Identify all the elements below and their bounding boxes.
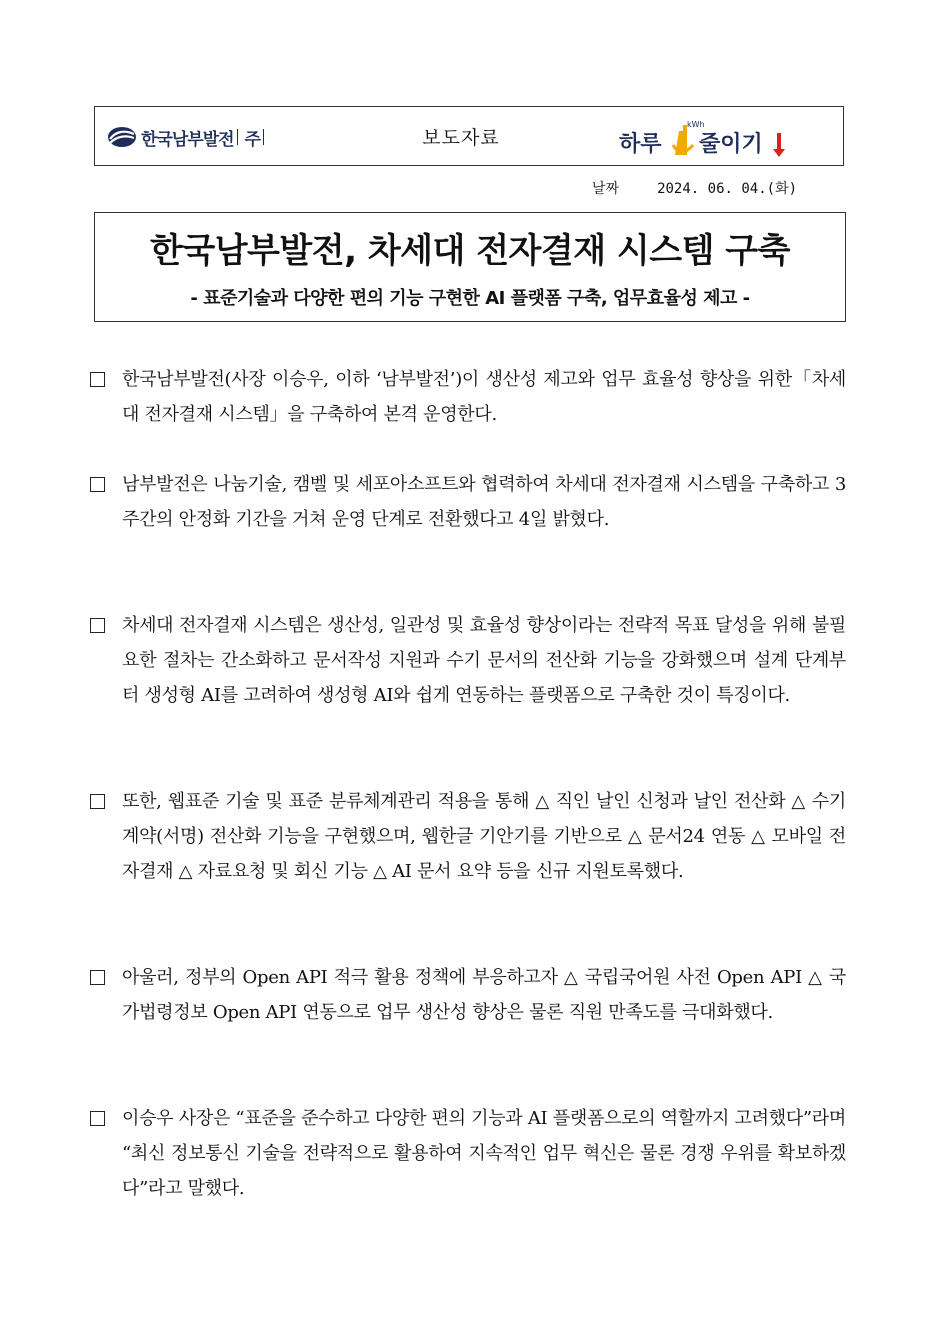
- energy-saving-campaign-logo: [617, 115, 813, 159]
- checkbox-bullet-icon: [90, 372, 105, 387]
- headline: 한국남부발전, 차세대 전자결재 시스템 구축: [150, 231, 790, 271]
- paragraph-text: 한국남부발전(사장 이승우, 이하 ‘남부발전’)이 생산성 제고와 업무 효율성 향상을 위한「차세대 전자결재 시스템」을 구축하여 본격 운영한다.: [122, 369, 846, 425]
- paragraph-1: [90, 362, 846, 432]
- paragraph-text: 또한, 웹표준 기술 및 표준 분류체계관리 적용을 통해 △ 직인 날인 신청과 날인 전산화 △ 수기 계약(서명) 전산화 기능을 구현했으며, 웹한글 기안기를 기반으로 △ 문서24 연동 △ 모바일 전자결재 △ 자료요청 및 회신 기능 △ AI 문서 요약 등을 신규 지원토록했다.: [122, 791, 846, 882]
- kospo-logo-suffix: 주: [244, 129, 260, 150]
- checkbox-bullet-icon: [90, 618, 105, 633]
- svg-text:줄이기: 줄이기: [699, 132, 763, 157]
- logo-separator: [263, 129, 264, 145]
- logo-separator: [237, 129, 238, 145]
- press-release-label: 보도자료: [422, 127, 500, 149]
- press-release-header: [94, 106, 844, 166]
- kospo-logo-text: 한국남부발전: [141, 129, 234, 150]
- paragraph-2: [90, 467, 846, 537]
- svg-text:kWh: kWh: [687, 120, 705, 129]
- checkbox-bullet-icon: [90, 477, 105, 492]
- checkbox-bullet-icon: [90, 1111, 105, 1126]
- checkbox-bullet-icon: [90, 970, 105, 985]
- paragraph-6: [90, 1101, 846, 1206]
- kospo-logo-icon: [107, 126, 137, 148]
- paragraph-text: 이승우 사장은 “표준을 준수하고 다양한 편의 기능과 AI 플랫폼으로의 역할까지 고려했다”라며 “최신 정보통신 기술을 전략적으로 활용하여 지속적인 업무 혁신은 물론 경쟁 우위를 확보하겠다”라고 말했다.: [122, 1108, 846, 1199]
- paragraph-text: 남부발전은 나눔기술, 캠벨 및 세포아소프트와 협력하여 차세대 전자결재 시스템을 구축하고 3주간의 안정화 기간을 거쳐 운영 단계로 전환했다고 4일 밝혔다.: [122, 474, 846, 530]
- subheadline: - 표준기술과 다양한 편의 기능 구현한 AI 플랫폼 구축, 업무효율성 제고 -: [190, 288, 750, 309]
- paragraph-3: [90, 608, 846, 713]
- paragraph-4: [90, 784, 846, 889]
- checkbox-bullet-icon: [90, 794, 105, 809]
- svg-text:하루: 하루: [619, 132, 662, 157]
- kospo-logo: [107, 123, 267, 151]
- title-box: [94, 212, 846, 322]
- paragraph-text: 아울러, 정부의 Open API 적극 활용 정책에 부응하고자 △ 국립국어원 사전 Open API △ 국가법령정보 Open API 연동으로 업무 생산성 향상은 물론 직원 만족도를 극대화했다.: [122, 967, 846, 1023]
- paragraph-text: 차세대 전자결재 시스템은 생산성, 일관성 및 효율성 향상이라는 전략적 목표 달성을 위해 불필요한 절차는 간소화하고 문서작성 지원과 수기 문서의 전산화 기능을 강화했으며 설계 단계부터 생성형 AI를 고려하여 생성형 AI와 쉽게 연동하는 플랫폼으로 구축한 것이 특징이다.: [122, 615, 846, 706]
- date-value: 2024. 06. 04.(화): [657, 181, 798, 197]
- release-date: [592, 178, 797, 198]
- paragraph-5: [90, 960, 846, 1030]
- campaign-logo-graphic: [617, 115, 813, 159]
- date-label: 날짜: [592, 181, 620, 197]
